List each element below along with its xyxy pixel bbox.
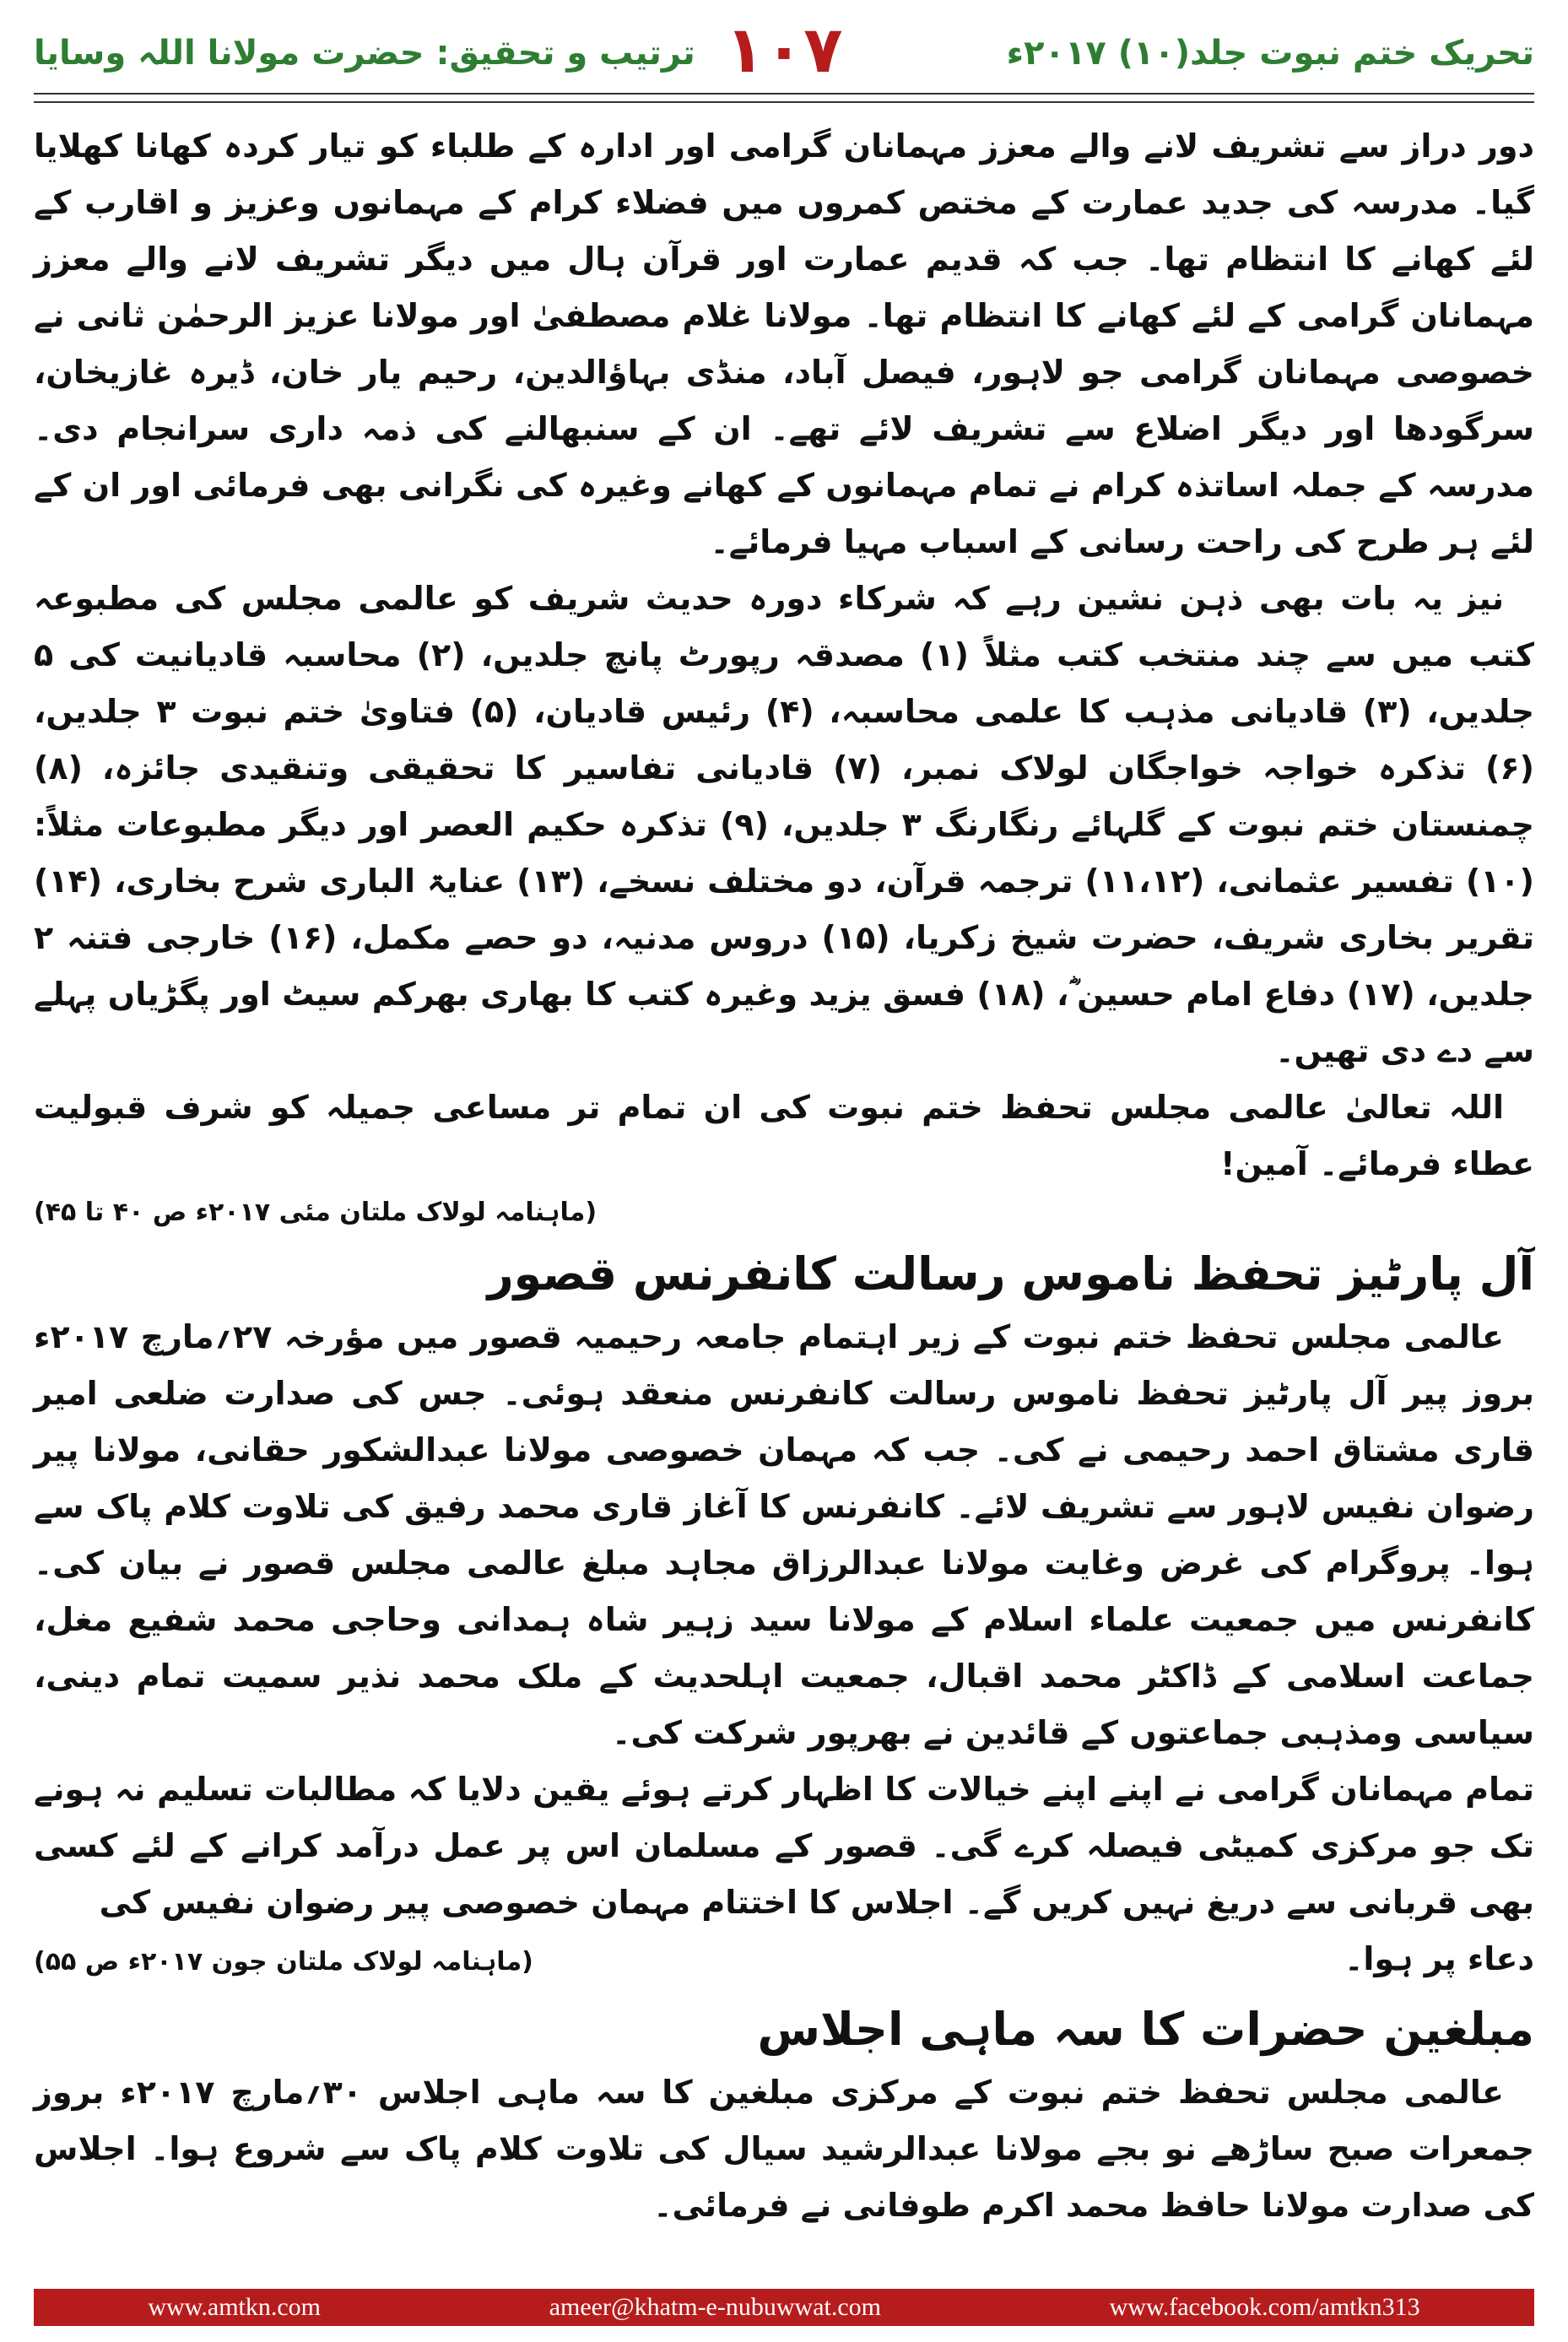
page-footer [34, 2289, 1534, 2326]
section2-citation: (ماہنامہ لولاک ملتان جون ۲۰۱۷ء ص ۵۵) [34, 1947, 533, 1977]
footer-email-link[interactable]: ameer@khatm-e-nubuwwat.com [549, 2293, 881, 2321]
page-header [0, 0, 1568, 93]
section2-paragraph-2-end: دعاء پر ہوا۔ [1344, 1940, 1534, 1977]
section2-closing-row [34, 1931, 1534, 1988]
section3-heading: مبلغین حضرات کا سہ ماہی اجلاس [757, 2003, 1534, 2056]
section2-paragraph-2: تمام مہمانان گرامی نے اپنے اپنے خیالات کا اظہار کرتے ہوئے یقین دلایا کہ مطالبات تسلیم نہ ہونے تک جو مرکزی کمیٹی فیصلہ کرے گی۔ قصور کے مسلمان اس پر عمل درآمد کرانے کے لئے کسی بھی قربانی سے دریغ نہیں کریں گے۔ اجلاس کا اختتام مہمان خصوصی پیر رضوان نفیس کی [34, 1771, 1534, 1921]
page-number: ۱۰۷ [725, 12, 843, 87]
page-content [34, 118, 1534, 2234]
header-compiler: ترتیب و تحقیق: حضرت مولانا اللہ وسایا [34, 34, 695, 73]
header-divider [34, 93, 1534, 103]
section1-paragraph-3: اللہ تعالیٰ عالمی مجلس تحفظ ختم نبوت کی ان تمام تر مساعی جمیلہ کو شرف قبولیت عطاء فرمائے۔ آمین! [34, 1089, 1534, 1182]
section1-paragraph-2: نیز یہ بات بھی ذہن نشین رہے کہ شرکاء دورہ حدیث شریف کو عالمی مجلس کی مطبوعہ کتب میں سے چند منتخب کتب مثلاً (۱) مصدقہ رپورٹ پانچ جلدیں، (۲) محاسبہ قادیانیت کی ۵ جلدیں، (۳) قادیانی مذہب کا علمی محاسبہ، (۴) رئیس قادیان، (۵) فتاویٰ ختم نبوت ۳ جلدیں، (۶) تذکرہ خواجہ خواجگان لولاک نمبر، (۷) قادیانی تفاسیر کا تحقیقی وتنقیدی جائزہ، (۸) چمنستان ختم نبوت کے گلہائے رنگارنگ ۳ جلدیں، (۹) تذکرہ حکیم العصر اور دیگر مطبوعات مثلاً: (۱۰) تفسیر عثمانی، (۱۱،۱۲) ترجمہ قرآن، دو مختلف نسخے، (۱۳) عنایۃ الباری شرح بخاری، (۱۴) تقریر بخاری شریف، حضرت شیخ زکریا، (۱۵) دروس مدنیہ، دو حصے مکمل، (۱۶) خارجی فتنہ ۲ جلدیں، (۱۷) دفاع امام حسین ؓ، (۱۸) فسق یزید وغیرہ کتب کا بھاری بھرکم سیٹ اور پگڑیاں پہلے سے دے دی تھیں۔ [34, 580, 1535, 1069]
section2-paragraph-1: عالمی مجلس تحفظ ختم نبوت کے زیر اہتمام جامعہ رحیمیہ قصور میں مؤرخہ ۲۷؍مارچ ۲۰۱۷ء بروز پیر آل پارٹیز تحفظ ناموس رسالت کانفرنس منعقد ہوئی۔ جس کی صدارت ضلعی امیر قاری مشتاق احمد رحیمی نے کی۔ جب کہ مہمان خصوصی مولانا عبدالشکور حقانی، مولانا پیر رضوان نفیس لاہور سے تشریف لائے۔ کانفرنس کا آغاز قاری محمد رفیق کی تلاوت کلام پاک سے ہوا۔ پروگرام کی غرض وغایت مولانا عبدالرزاق مجاہد مبلغ عالمی مجلس قصور نے بیان کی۔ کانفرنس میں جمعیت علماء اسلام کے مولانا سید زہیر شاہ ہمدانی وحاجی محمد شفیع مغل، جماعت اسلامی کے ڈاکٹر محمد اقبال، جمعیت اہلحدیث کے ملک محمد نذیر سمیت تمام دینی، سیاسی ومذہبی جماعتوں کے قائدین نے بھرپور شرکت کی۔ [34, 1318, 1534, 1751]
section1-citation: (ماہنامہ لولاک ملتان مئی ۲۰۱۷ء ص ۴۰ تا ۴۵) [34, 1198, 597, 1227]
header-book-title: تحریک ختم نبوت جلد(۱۰) ۲۰۱۷ء [1006, 34, 1534, 73]
section3-paragraph-1: عالمی مجلس تحفظ ختم نبوت کے مرکزی مبلغین کا سہ ماہی اجلاس ۳۰؍مارچ ۲۰۱۷ء بروز جمعرات صبح ساڑھے نو بجے مولانا عبدالرشید سیال کی تلاوت کلام پاک سے شروع ہوا۔ اجلاس کی صدارت مولانا حافظ محمد اکرم طوفانی نے فرمائی۔ [34, 2074, 1534, 2224]
section2-heading: آل پارٹیز تحفظ ناموس رسالت کانفرنس قصور [487, 1247, 1534, 1301]
section1-paragraph-1: دور دراز سے تشریف لانے والے معزز مہمانان گرامی اور ادارہ کے طلباء کو تیار کردہ کھانا کھلایا گیا۔ مدرسہ کی جدید عمارت کے مختص کمروں میں فضلاء کرام کے مہمانوں وعزیز و اقارب کے لئے کھانے کا انتظام تھا۔ جب کہ قدیم عمارت اور قرآن ہال میں دیگر تشریف لانے والے معزز مہمانان گرامی کے لئے کھانے کا انتظام تھا۔ مولانا غلام مصطفیٰ اور مولانا عزیز الرحمٰن ثانی نے خصوصی مہمانان گرامی جو لاہور، فیصل آباد، منڈی بہاؤالدین، رحیم یار خان، ڈیرہ غازیخان، سرگودھا اور دیگر اضلاع سے تشریف لائے تھے۔ ان کے سنبھالنے کی ذمہ داری سرانجام دی۔ مدرسہ کے جملہ اساتذہ کرام نے تمام مہمانوں کے کھانے وغیرہ کی نگرانی بھی فرمائی اور ان کے لئے ہر طرح کی راحت رسانی کے اسباب مہیا فرمائے۔ [34, 127, 1534, 560]
footer-website-link[interactable]: www.amtkn.com [148, 2293, 322, 2321]
footer-facebook-link[interactable]: www.facebook.com/amtkn313 [1109, 2293, 1420, 2321]
